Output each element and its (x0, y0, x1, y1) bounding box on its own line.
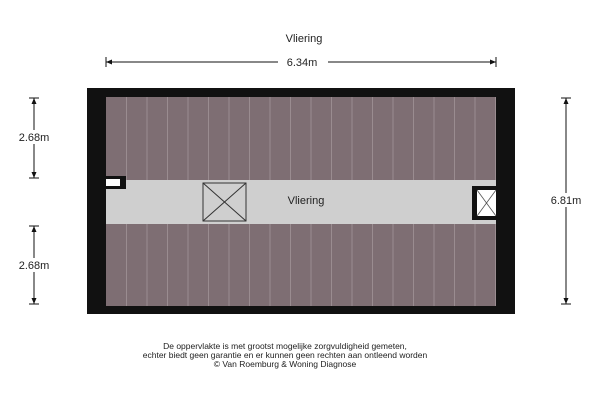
plan-title: Vliering (285, 33, 323, 45)
disclaimer-line-3: © Van Roemburg & Woning Diagnose (213, 359, 357, 369)
left-window (102, 176, 126, 189)
disclaimer-line-2: echter biedt geen garantie en er kunnen geen rechten aan ontleend worden (142, 350, 428, 360)
height-dimension-label: 6.81m (550, 195, 582, 207)
lower-slope-label: 2.68m (18, 260, 50, 272)
right-window (472, 186, 500, 220)
disclaimer-line-1: De oppervlakte is met grootst mogelijke zorgvuldigheid gemeten, (163, 341, 407, 351)
width-dimension-label: 6.34m (286, 57, 318, 69)
upper-slope-label: 2.68m (18, 132, 50, 144)
room-label: Vliering (287, 195, 325, 207)
